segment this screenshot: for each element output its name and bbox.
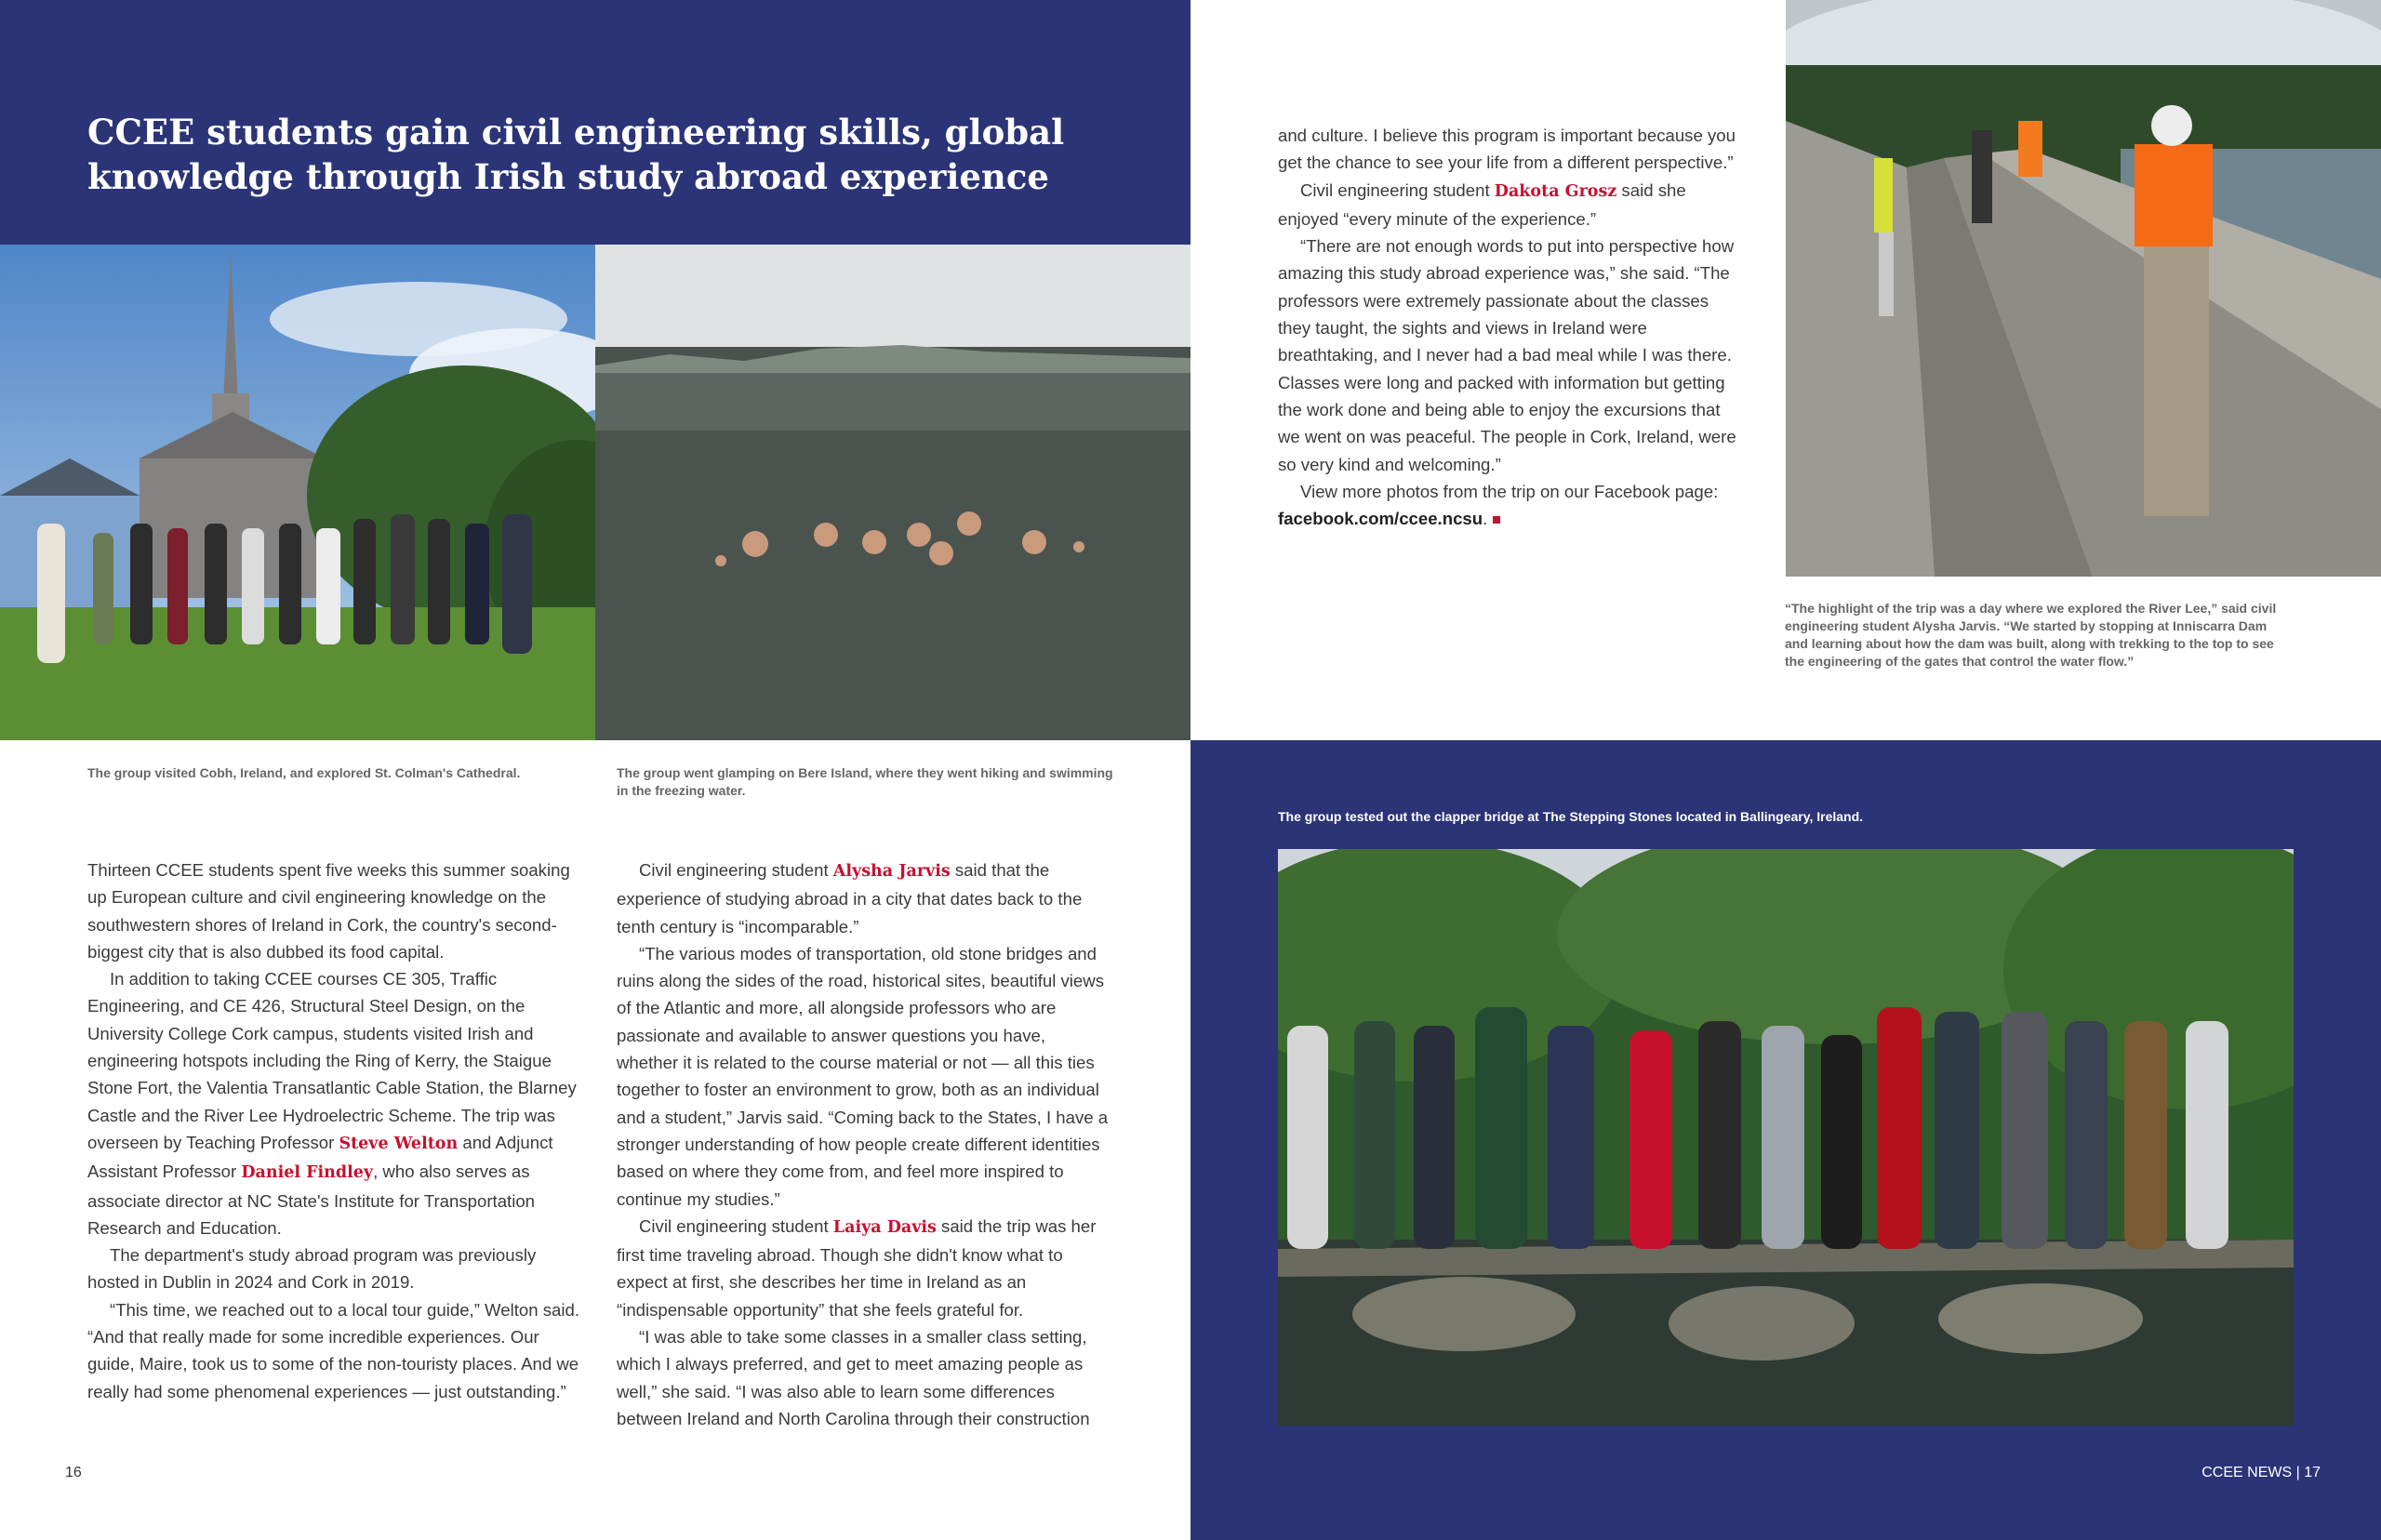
name-dakota-grosz: Dakota Grosz [1494,181,1617,201]
caption-river-lee: “The highlight of the trip was a day where we explored the River Lee,” said civil engineering student Alysha Jarvis. “We started by stopping at Inniscarra Dam and learning about how the dam was built, along with trekking to the top to see the engineering of the gates that control the water flow.” [1785,601,2277,669]
paragraph: and culture. I believe this program is important because you get the chance to see your life from a different perspective.” [1278,126,1736,173]
paragraph: Civil engineering student Alysha Jarvis said that the experience of studying abroad in a city that dates back to the tenth century is “incomparable.” [617,860,1083,936]
paragraph: Civil engineering student Laiya Davis said the trip was her first time traveling abroad. Though she didn't know what to expect at first, she describes her time in Ireland as an “indispensable opportunity” that she feels grateful for. [617,1215,1097,1320]
caption-clapper-bridge: The group tested out the clapper bridge at The Stepping Stones located in Ballingeary, Ireland. [1278,809,1864,824]
caption-cobh: The group visited Cobh, Ireland, and explored St. Colman's Cathedral. [87,765,521,780]
paragraph: The department's study abroad program was previously hosted in Dublin in 2024 and Cork in 2019. [87,1245,537,1293]
article-column-1 [87,856,580,1405]
page-title: CCEE students gain civil engineering skills, global knowledge through Irish study abroad experience [87,112,1065,197]
paragraph: Civil engineering student Dakota Grosz said she enjoyed “every minute of the experience.” [1278,179,1686,229]
paragraph: “I was able to take some classes in a smaller class setting, which I always preferred, and get to meet amazing people as well,” she said. “I was also able to learn some differences between Ireland and North Carolina through their construction [617,1327,1090,1428]
name-laiya-davis: Laiya Davis [832,1217,937,1237]
name-alysha-jarvis: Alysha Jarvis [832,862,951,881]
paragraph: View more photos from the trip on our Facebook page: facebook.com/ccee.ncsu. [1278,481,1719,529]
paragraph: “The various modes of transportation, old stone bridges and ruins along the sides of the road, historical sites, beautiful views of the Atlantic and more, all alongside professors who are passionate and available to answer questions you have, whether it is related to the course material or not — all this ties together to foster an environment to grow, both as an individual and a student,” Jarvis said. “Coming back to the States, I have a stronger understanding of how people create different identities based on where they come from, and feel more inspired to continue my studies.” [617,943,1109,1209]
paragraph: “There are not enough words to put into perspective how amazing this study abroad experience was,” she said. “The professors were extremely passionate about the classes they taught, the sights and views in Ireland were breathtaking, and I never had a bad meal while I was there. Classes were long and packed with information but getting the work done and being able to enjoy the excursions that we went on was peaceful. The people in Cork, Ireland, were so very kind and welcoming.” [1278,236,1736,474]
paragraph: Thirteen CCEE students spent five weeks this summer soaking up European culture and civil engineering knowledge on the southwestern shores of Ireland in Cork, the country's second-biggest city that is also dubbed its food capital. [87,860,570,962]
facebook-link[interactable]: facebook.com/ccee.ncsu [1278,509,1483,529]
paragraph: In addition to taking CCEE courses CE 305, Traffic Engineering, and CE 426, Structural Steel Design, on the University College Cork campus, students visited Irish and engineering hotspots including the Ring of Kerry, the Staigue Stone Fort, the Valentia Transatlantic Cable Station, the Blarney Castle and the River Lee Hydroelectric Scheme. The trip was overseen by Teaching Professor Steve Welton and Adjunct Assistant Professor Daniel Findley, who also serves as associate director at NC State's Institute for Transportation Research and Education. [87,969,577,1238]
article-column-3 [1278,122,1743,532]
photo-inniscarra-dam [1786,0,2381,577]
photo-cobh-cathedral [0,245,595,740]
paragraph: “This time, we reached out to a local tour guide,” Welton said. “And that really made for some incredible experiences. Our guide, Maire, took us to some of the non-touristy places. And we really had some phenomenal experiences — just outstanding.” [87,1299,580,1401]
name-daniel-findley: Daniel Findley [241,1163,374,1183]
page-number-right: CCEE NEWS | 17 [2201,1465,2321,1480]
photo-clapper-bridge [1278,849,2294,1426]
photo-bere-island [595,245,1190,740]
page-number-left: 16 [65,1465,82,1480]
article-column-2 [617,856,1110,1432]
caption-bere-island: The group went glamping on Bere Island, where they went hiking and swimming in the freezing water. [617,765,1113,798]
name-steve-welton: Steve Welton [339,1134,459,1153]
end-mark-icon [1493,516,1500,524]
